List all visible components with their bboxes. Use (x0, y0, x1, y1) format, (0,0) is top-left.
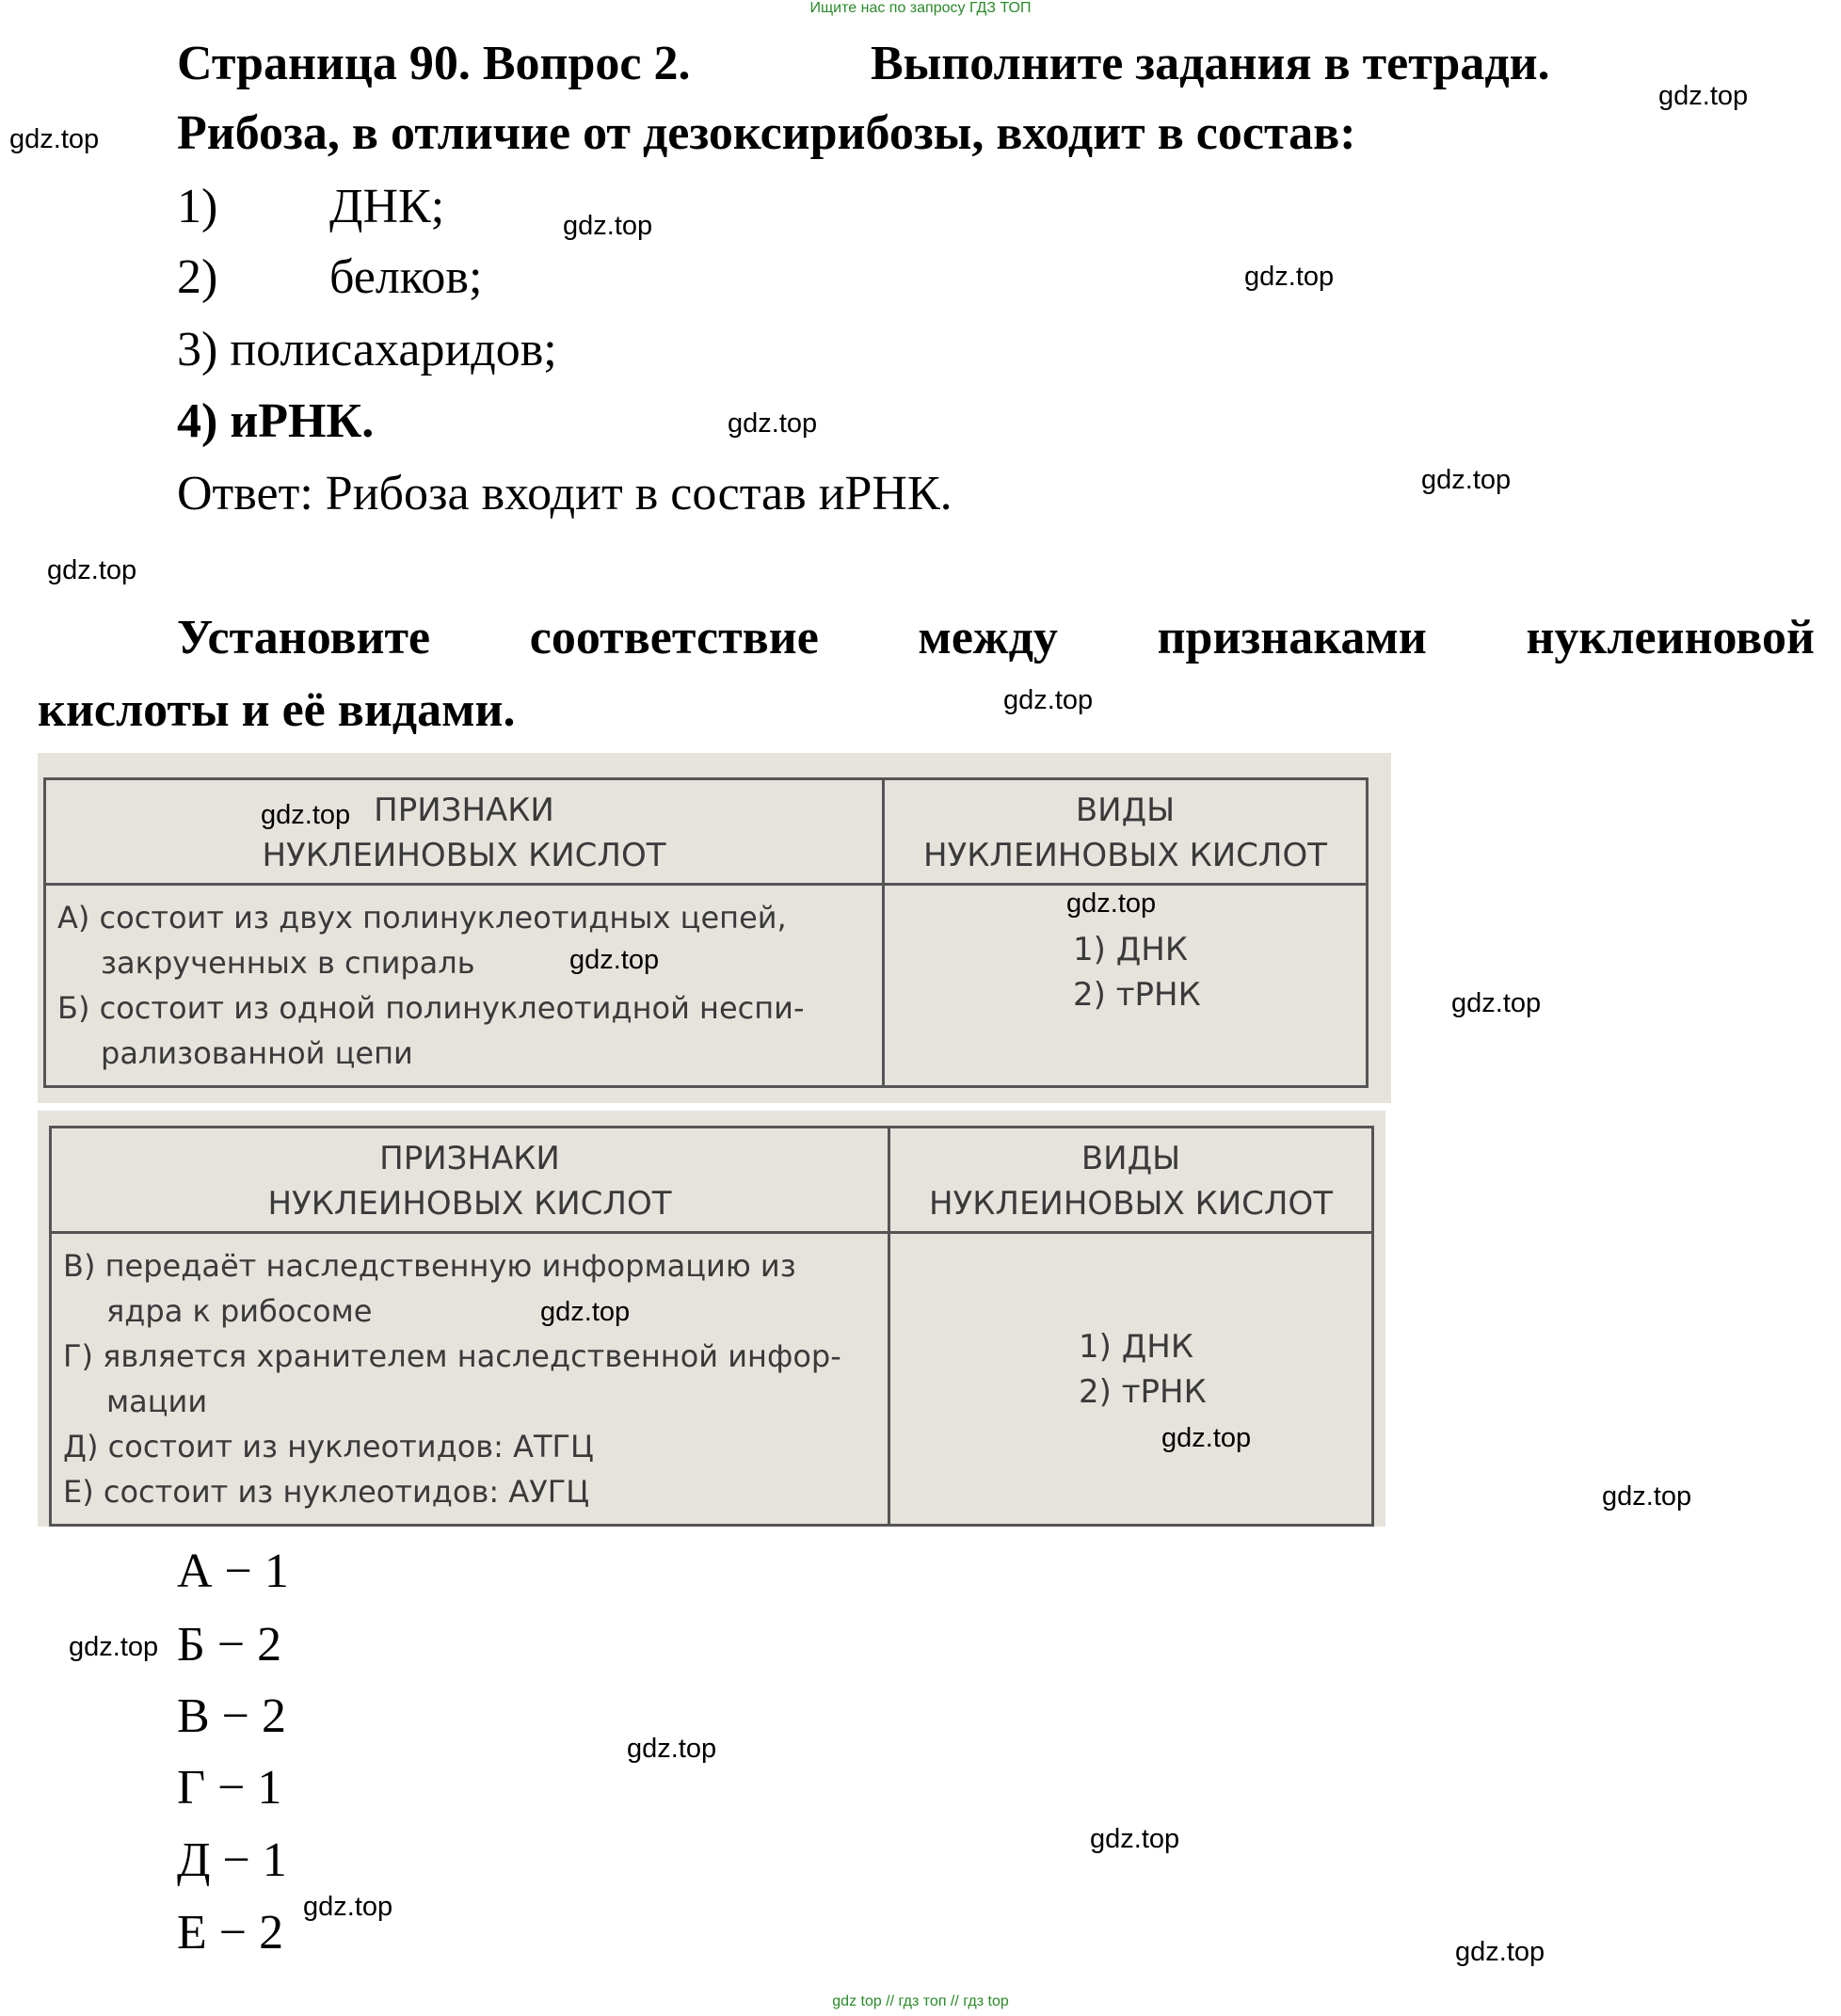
answer-1: Ответ: Рибоза входит в состав иРНК. (177, 467, 953, 520)
question1-text: Рибоза, в отличие от дезоксирибозы, входит в состав: (177, 106, 1356, 160)
table1-head-left-2: НУКЛЕИНОВЫХ КИСЛОТ (262, 837, 666, 874)
instruction: Выполните задания в тетради. (871, 37, 1550, 90)
watermark: gdz.top (1602, 1481, 1692, 1512)
option-3 (177, 322, 557, 377)
watermark: gdz.top (728, 408, 818, 439)
watermark: gdz.top (540, 1297, 631, 1327)
watermark: gdz.top (303, 1892, 393, 1922)
watermark: gdz.top (1090, 1824, 1180, 1854)
watermark: gdz.top (1003, 685, 1094, 715)
table1-type: 2) тРНК (1073, 976, 1201, 1014)
q2-word-5: нуклеиновой (1526, 611, 1815, 664)
table2-row: Д) состоит из нуклеотидов: АТГЦ (63, 1429, 594, 1464)
watermark: gdz.top (563, 211, 653, 241)
watermark: gdz.top (1658, 81, 1749, 111)
watermark: gdz.top (9, 124, 100, 154)
table2-type: 2) тРНК (1079, 1373, 1207, 1411)
table2-row: ядра к рибосоме (106, 1293, 373, 1329)
option-4 (177, 393, 374, 449)
table2-row: мации (106, 1384, 208, 1419)
question2-line2: кислоты и её видами. (38, 683, 516, 737)
answer-item: Д − 1 (177, 1833, 287, 1887)
table2-type: 1) ДНК (1079, 1328, 1193, 1366)
table1-head-right-2: НУКЛЕИНОВЫХ КИСЛОТ (922, 837, 1328, 874)
table2-head-right (889, 1128, 1373, 1233)
option-2-text: белков; (329, 250, 483, 304)
watermark: gdz.top (1421, 465, 1512, 495)
watermark: gdz.top (261, 800, 351, 830)
option-4-text: иРНК. (230, 394, 375, 448)
watermark: gdz.top (1455, 1937, 1545, 1967)
watermark: gdz.top (569, 945, 660, 975)
answer-item: Г − 1 (177, 1761, 282, 1815)
table2-head-left-2: НУКЛЕИНОВЫХ КИСЛОТ (267, 1185, 672, 1223)
table2-row: Г) является хранителем наследственной инфор- (63, 1338, 841, 1374)
table1-row: Б) состоит из одной полинуклеотидной неспи- (57, 990, 805, 1026)
answer-item: Е − 2 (177, 1906, 284, 1960)
q2-word-4: признаками (1157, 611, 1427, 664)
table2 (49, 1126, 1374, 1527)
table2-head-left (51, 1128, 889, 1233)
table2-scan (38, 1111, 1385, 1527)
page-label: Страница 90. Вопрос 2. (177, 37, 691, 90)
option-2-num: 2) (177, 250, 218, 304)
watermark: gdz.top (69, 1632, 159, 1662)
table1-head-left-1: ПРИЗНАКИ (374, 792, 554, 829)
table2-types (889, 1233, 1373, 1526)
table2-row: В) передаёт наследственную информацию из (63, 1248, 796, 1284)
answer-item: А − 1 (177, 1544, 289, 1598)
table1-features (45, 885, 884, 1087)
footer: gdz top // гдз топ // гдз top (832, 1993, 1009, 2009)
q2-word-2: соответствие (529, 611, 819, 664)
table1-head-right (884, 779, 1368, 885)
option-4-num: 4) (177, 394, 218, 448)
watermark: gdz.top (1066, 888, 1157, 919)
table2-row: Е) состоит из нуклеотидов: АУГЦ (63, 1474, 590, 1510)
top-banner: Ищите нас по запросу ГДЗ ТОП (809, 0, 1032, 16)
option-1-num: 1) (177, 180, 218, 233)
table1-type: 1) ДНК (1073, 931, 1188, 968)
table2-features (51, 1233, 889, 1526)
table2-head-right-2: НУКЛЕИНОВЫХ КИСЛОТ (928, 1185, 1334, 1223)
question2-line1 (177, 610, 1815, 665)
option-1-text: ДНК; (329, 180, 445, 233)
table1-row: А) состоит из двух полинуклеотидных цепей, (57, 900, 787, 936)
table1 (43, 777, 1369, 1088)
q2-word-3: между (918, 611, 1058, 664)
table1-head-right-1: ВИДЫ (1075, 792, 1176, 829)
table1-head-left (45, 779, 884, 885)
answer-item: Б − 2 (177, 1618, 282, 1672)
table1-row: рализованной цепи (101, 1035, 413, 1071)
watermark: gdz.top (1451, 988, 1542, 1018)
table2-head-right-1: ВИДЫ (1081, 1140, 1181, 1177)
answer-item: В − 2 (177, 1689, 287, 1743)
table1-scan (38, 753, 1391, 1103)
table2-head-left-1: ПРИЗНАКИ (379, 1140, 560, 1177)
option-3-text: полисахаридов; (230, 323, 557, 376)
q2-word-1: Установите (177, 611, 431, 664)
watermark: gdz.top (627, 1734, 717, 1764)
watermark: gdz.top (1161, 1423, 1252, 1453)
table1-row: закрученных в спираль (101, 945, 475, 981)
watermark: gdz.top (47, 555, 137, 585)
watermark: gdz.top (1244, 262, 1335, 292)
option-3-num: 3) (177, 323, 218, 376)
